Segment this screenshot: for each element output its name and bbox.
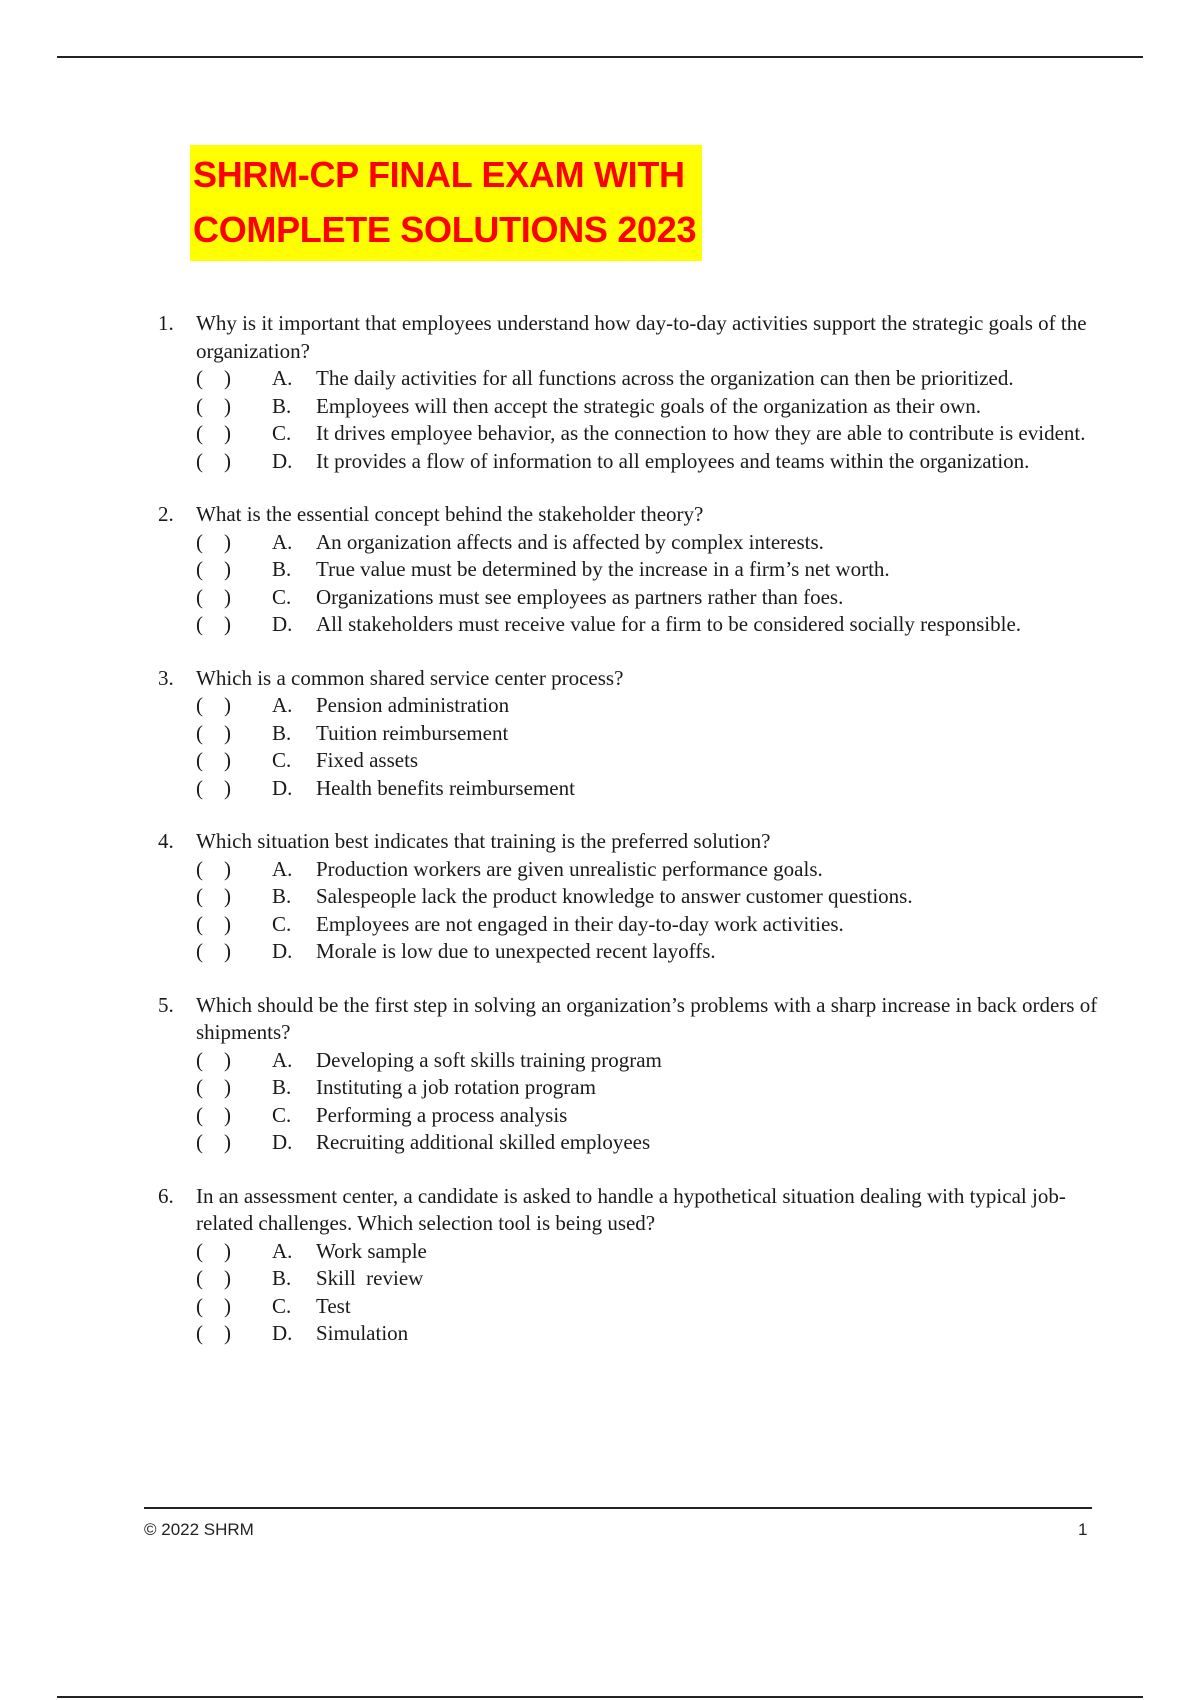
question-list <box>158 310 1108 1374</box>
option-text: Work sample <box>316 1238 427 1263</box>
question-text: Why is it important that employees understand how day-to-day activities support the strategic goals of the organization? <box>196 311 1087 363</box>
answer-option-b[interactable] <box>196 556 1108 584</box>
option-text: Fixed assets <box>316 748 419 772</box>
answer-checkbox[interactable]: ( ) <box>196 612 231 636</box>
option-text: Simulation <box>316 1321 409 1345</box>
answer-checkbox[interactable]: ( ) <box>196 1102 231 1127</box>
question-stem <box>158 992 1108 1047</box>
option-letter: C. <box>272 1293 292 1318</box>
option-text: Pension administration <box>316 693 510 717</box>
option-text: Organizations must see employees as partners rather than foes. <box>316 584 844 609</box>
answer-checkbox[interactable]: ( ) <box>196 775 231 800</box>
option-letter: A. <box>272 1047 293 1072</box>
question-stem <box>158 665 1108 693</box>
answer-option-b[interactable] <box>196 883 1108 911</box>
option-letter: B. <box>272 393 292 418</box>
answer-checkbox[interactable]: ( ) <box>196 911 231 936</box>
option-text: Skill review <box>316 1266 424 1290</box>
option-text: Recruiting additional skilled employees <box>316 1130 651 1154</box>
option-letter: D. <box>272 775 293 800</box>
option-letter: B. <box>272 1266 292 1290</box>
option-letter: D. <box>272 612 293 636</box>
question-text: Which is a common shared service center process? <box>196 665 624 690</box>
answer-option-c[interactable] <box>196 1293 1108 1321</box>
option-text: Salespeople lack the product knowledge to answer customer questions. <box>316 884 913 908</box>
option-letter: A. <box>272 693 293 717</box>
option-text: Employees are not engaged in their day-to-day work activities. <box>316 911 844 936</box>
option-letter: C. <box>272 748 292 772</box>
answer-option-a[interactable] <box>196 692 1108 720</box>
answer-option-a[interactable] <box>196 529 1108 557</box>
answer-checkbox[interactable]: ( ) <box>196 748 231 772</box>
option-letter: C. <box>272 421 292 445</box>
question-5 <box>158 992 1108 1157</box>
answer-checkbox[interactable]: ( ) <box>196 1130 231 1154</box>
option-text: True value must be determined by the increase in a firm’s net worth. <box>316 557 890 581</box>
option-letter: A. <box>272 529 293 554</box>
exam-title-line-1: SHRM-CP FINAL EXAM WITH <box>193 154 685 195</box>
answer-checkbox[interactable]: ( ) <box>196 1075 231 1099</box>
option-text: The daily activities for all functions across the organization can then be prioritized. <box>316 366 1014 390</box>
option-text: It drives employee behavior, as the connection to how they are able to contribute is evident. <box>316 421 1086 445</box>
option-text: Health benefits reimbursement <box>316 775 575 800</box>
answer-option-d[interactable] <box>196 1129 1108 1157</box>
option-text: All stakeholders must receive value for a firm to be considered socially responsible. <box>316 612 1022 636</box>
answer-checkbox[interactable]: ( ) <box>196 421 231 445</box>
answer-option-c[interactable] <box>196 584 1108 612</box>
option-letter: C. <box>272 584 292 609</box>
option-letter: A. <box>272 1238 293 1263</box>
footer-page-number: 1 <box>1078 1520 1088 1539</box>
question-2 <box>158 501 1108 639</box>
option-letter: B. <box>272 720 292 745</box>
option-letter: D. <box>272 1321 293 1345</box>
answer-option-b[interactable] <box>196 1265 1108 1293</box>
option-text: Tuition reimbursement <box>316 720 509 745</box>
answer-option-a[interactable] <box>196 856 1108 884</box>
question-stem <box>158 1183 1108 1238</box>
question-3 <box>158 665 1108 803</box>
answer-option-b[interactable] <box>196 1074 1108 1102</box>
page-top-rule <box>57 56 1143 58</box>
option-letter: B. <box>272 1075 292 1099</box>
answer-option-c[interactable] <box>196 911 1108 939</box>
option-letter: B. <box>272 557 292 581</box>
option-text: Instituting a job rotation program <box>316 1075 596 1099</box>
answer-option-d[interactable] <box>196 775 1108 803</box>
question-text: In an assessment center, a candidate is asked to handle a hypothetical situation dealing with typical job-related challenges. Which selection tool is being used? <box>196 1183 1066 1235</box>
answer-checkbox[interactable]: ( ) <box>196 584 231 609</box>
option-letter: A. <box>272 856 293 881</box>
option-letter: C. <box>272 1102 292 1127</box>
answer-checkbox[interactable]: ( ) <box>196 529 231 554</box>
option-letter: D. <box>272 939 293 963</box>
answer-option-c[interactable] <box>196 747 1108 775</box>
option-letter: B. <box>272 884 292 908</box>
question-6 <box>158 1183 1108 1348</box>
question-text: Which situation best indicates that training is the preferred solution? <box>196 829 771 853</box>
answer-option-d[interactable] <box>196 938 1108 966</box>
option-text: Employees will then accept the strategic goals of the organization as their own. <box>316 393 981 418</box>
option-text: Performing a process analysis <box>316 1102 568 1127</box>
answer-checkbox[interactable]: ( ) <box>196 1238 231 1263</box>
answer-checkbox[interactable]: ( ) <box>196 557 231 581</box>
answer-checkbox[interactable]: ( ) <box>196 1321 231 1345</box>
exam-title-line-2: COMPLETE SOLUTIONS 2023 <box>193 209 697 250</box>
option-text: It provides a flow of information to all employees and teams within the organization. <box>316 448 1030 473</box>
answer-checkbox[interactable]: ( ) <box>196 448 231 473</box>
option-letter: D. <box>272 448 293 473</box>
answer-checkbox[interactable]: ( ) <box>196 393 231 418</box>
exam-title <box>190 145 702 261</box>
option-text: An organization affects and is affected by complex interests. <box>316 529 824 554</box>
question-1 <box>158 310 1108 475</box>
option-letter: D. <box>272 1130 293 1154</box>
answer-option-a[interactable] <box>196 1047 1108 1075</box>
question-text: What is the essential concept behind the stakeholder theory? <box>196 502 704 526</box>
question-stem <box>158 310 1108 365</box>
answer-checkbox[interactable]: ( ) <box>196 366 231 390</box>
answer-checkbox[interactable]: ( ) <box>196 856 231 881</box>
answer-option-b[interactable] <box>196 720 1108 748</box>
answer-option-c[interactable] <box>196 420 1108 448</box>
question-number: 4. <box>158 829 174 853</box>
answer-checkbox[interactable]: ( ) <box>196 693 231 717</box>
option-letter: C. <box>272 911 292 936</box>
option-text: Developing a soft skills training program <box>316 1047 662 1072</box>
question-number: 1. <box>158 311 174 335</box>
footer-copyright: © 2022 SHRM <box>144 1520 254 1539</box>
question-number: 2. <box>158 502 174 526</box>
option-text: Test <box>316 1293 351 1318</box>
answer-option-a[interactable] <box>196 365 1108 393</box>
answer-option-a[interactable] <box>196 1238 1108 1266</box>
answer-checkbox[interactable]: ( ) <box>196 1293 231 1318</box>
option-letter: A. <box>272 366 293 390</box>
question-text: Which should be the first step in solving an organization’s problems with a sharp increase in back orders of shipments? <box>196 992 1098 1044</box>
answer-option-c[interactable] <box>196 1102 1108 1130</box>
answer-checkbox[interactable]: ( ) <box>196 720 231 745</box>
answer-checkbox[interactable]: ( ) <box>196 884 231 908</box>
question-4 <box>158 828 1108 966</box>
answer-option-d[interactable] <box>196 1320 1108 1348</box>
answer-option-b[interactable] <box>196 393 1108 421</box>
answer-checkbox[interactable]: ( ) <box>196 1266 231 1290</box>
question-number: 3. <box>158 665 174 690</box>
answer-option-d[interactable] <box>196 448 1108 476</box>
question-number: 6. <box>158 1183 174 1208</box>
footer-rule <box>144 1507 1092 1509</box>
option-text: Morale is low due to unexpected recent layoffs. <box>316 939 716 963</box>
question-stem <box>158 501 1108 529</box>
answer-option-d[interactable] <box>196 611 1108 639</box>
question-number: 5. <box>158 992 174 1017</box>
option-text: Production workers are given unrealistic performance goals. <box>316 856 823 881</box>
answer-checkbox[interactable]: ( ) <box>196 939 231 963</box>
page-bottom-rule <box>57 1696 1143 1698</box>
answer-checkbox[interactable]: ( ) <box>196 1047 231 1072</box>
question-stem <box>158 828 1108 856</box>
